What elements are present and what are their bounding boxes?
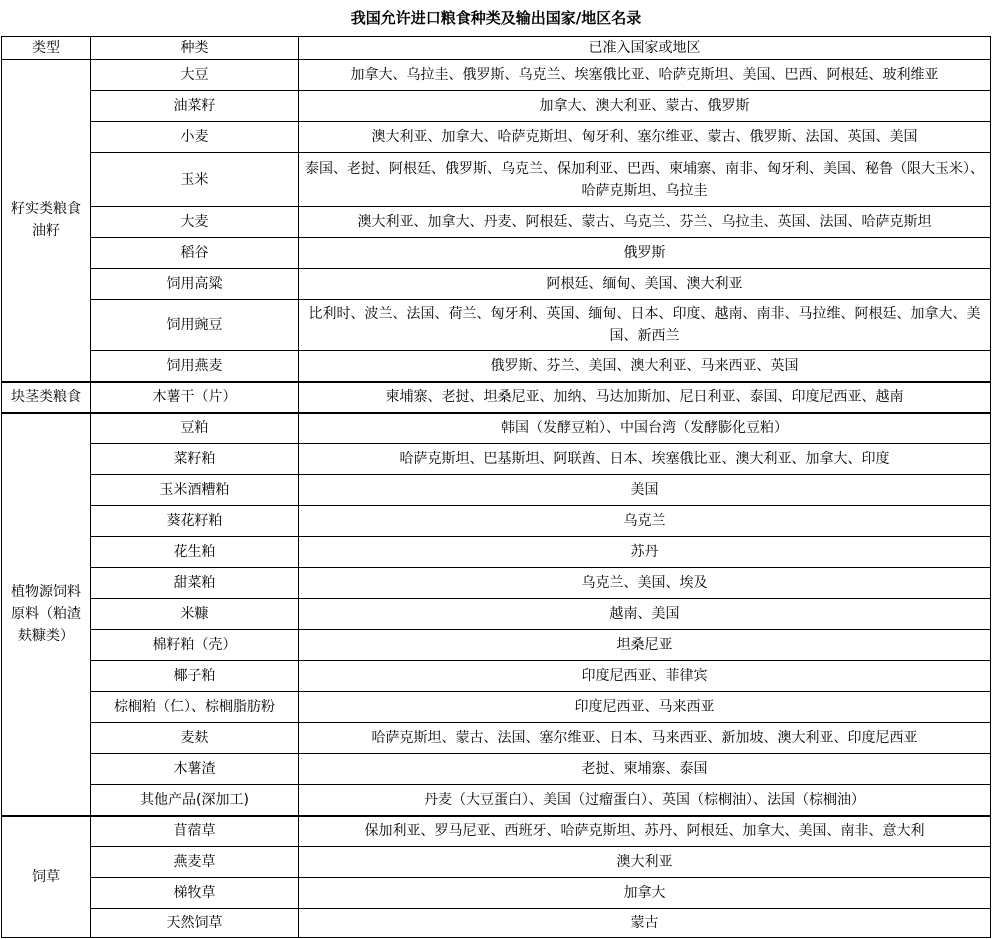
table-row xyxy=(2,207,991,238)
kind-cell: 玉米 xyxy=(91,153,299,207)
kind-cell: 棕榈粕（仁）、棕榈脂肪粉 xyxy=(91,692,299,723)
table-row xyxy=(2,269,991,300)
countries-cell: 坦桑尼亚 xyxy=(299,630,991,661)
category-type-cell: 籽实类粮食油籽 xyxy=(2,60,91,382)
kind-cell: 饲用豌豆 xyxy=(91,300,299,351)
countries-cell: 柬埔寨、老挝、坦桑尼亚、加纳、马达加斯加、尼日利亚、泰国、印度尼西亚、越南 xyxy=(299,382,991,413)
kind-cell: 油菜籽 xyxy=(91,91,299,122)
countries-cell: 比利时、波兰、法国、荷兰、匈牙利、英国、缅甸、日本、印度、越南、南非、马拉维、阿根廷、加拿大、美国、新西兰 xyxy=(299,300,991,351)
table-row xyxy=(2,238,991,269)
kind-cell: 菜籽粕 xyxy=(91,444,299,475)
kind-cell: 饲用燕麦 xyxy=(91,351,299,382)
category-type-cell: 饲草 xyxy=(2,816,91,938)
header-countries: 已准入国家或地区 xyxy=(299,37,991,60)
kind-cell: 苜蓿草 xyxy=(91,816,299,847)
kind-cell: 大豆 xyxy=(91,60,299,91)
countries-cell: 泰国、老挝、阿根廷、俄罗斯、乌克兰、保加利亚、巴西、柬埔寨、南非、匈牙利、美国、秘鲁（限大玉米）、哈萨克斯坦、乌拉圭 xyxy=(299,153,991,207)
table-row xyxy=(2,785,991,816)
table-row xyxy=(2,300,991,351)
kind-cell: 麦麸 xyxy=(91,723,299,754)
countries-cell: 印度尼西亚、马来西亚 xyxy=(299,692,991,723)
countries-cell: 加拿大、澳大利亚、蒙古、俄罗斯 xyxy=(299,91,991,122)
countries-cell: 俄罗斯 xyxy=(299,238,991,269)
kind-cell: 大麦 xyxy=(91,207,299,238)
countries-cell: 加拿大、乌拉圭、俄罗斯、乌克兰、埃塞俄比亚、哈萨克斯坦、美国、巴西、阿根廷、玻利维亚 xyxy=(299,60,991,91)
countries-cell: 澳大利亚、加拿大、丹麦、阿根廷、蒙古、乌克兰、芬兰、乌拉圭、英国、法国、哈萨克斯坦 xyxy=(299,207,991,238)
table-row xyxy=(2,413,991,444)
countries-cell: 乌克兰、美国、埃及 xyxy=(299,568,991,599)
kind-cell: 棉籽粕（壳） xyxy=(91,630,299,661)
countries-cell: 韩国（发酵豆粕）、中国台湾（发酵膨化豆粕） xyxy=(299,413,991,444)
countries-cell: 哈萨克斯坦、蒙古、法国、塞尔维亚、日本、马来西亚、新加坡、澳大利亚、印度尼西亚 xyxy=(299,723,991,754)
table-row xyxy=(2,630,991,661)
countries-cell: 加拿大 xyxy=(299,878,991,909)
table-row xyxy=(2,661,991,692)
countries-cell: 乌克兰 xyxy=(299,506,991,537)
table-row xyxy=(2,909,991,938)
table-row xyxy=(2,816,991,847)
header-row xyxy=(2,37,991,60)
table-row xyxy=(2,599,991,630)
table-row xyxy=(2,91,991,122)
kind-cell: 豆粕 xyxy=(91,413,299,444)
kind-cell: 花生粕 xyxy=(91,537,299,568)
table-row xyxy=(2,537,991,568)
countries-cell: 苏丹 xyxy=(299,537,991,568)
table-row xyxy=(2,351,991,382)
table-row xyxy=(2,568,991,599)
table-row xyxy=(2,122,991,153)
table-row xyxy=(2,153,991,207)
kind-cell: 椰子粕 xyxy=(91,661,299,692)
kind-cell: 饲用高粱 xyxy=(91,269,299,300)
table-row xyxy=(2,723,991,754)
kind-cell: 其他产品(深加工) xyxy=(91,785,299,816)
table-row xyxy=(2,506,991,537)
table-row xyxy=(2,754,991,785)
countries-cell: 哈萨克斯坦、巴基斯坦、阿联酋、日本、埃塞俄比亚、澳大利亚、加拿大、印度 xyxy=(299,444,991,475)
kind-cell: 梯牧草 xyxy=(91,878,299,909)
table-row xyxy=(2,847,991,878)
kind-cell: 玉米酒糟粕 xyxy=(91,475,299,506)
countries-cell: 蒙古 xyxy=(299,909,991,938)
table-row xyxy=(2,60,991,91)
table-row xyxy=(2,382,991,413)
header-kind: 种类 xyxy=(91,37,299,60)
kind-cell: 米糠 xyxy=(91,599,299,630)
page-title: 我国允许进口粮食种类及输出国家/地区名录 xyxy=(350,9,642,27)
table-row xyxy=(2,878,991,909)
category-type-cell: 植物源饲料原料（粕渣麸糠类） xyxy=(2,413,91,816)
grain-import-table xyxy=(1,36,991,938)
countries-cell: 澳大利亚 xyxy=(299,847,991,878)
table-row xyxy=(2,444,991,475)
countries-cell: 丹麦（大豆蛋白）、美国（过瘤蛋白）、英国（棕榈油）、法国（棕榈油） xyxy=(299,785,991,816)
countries-cell: 老挝、柬埔寨、泰国 xyxy=(299,754,991,785)
kind-cell: 木薯干（片） xyxy=(91,382,299,413)
category-type-cell: 块茎类粮食 xyxy=(2,382,91,413)
countries-cell: 阿根廷、缅甸、美国、澳大利亚 xyxy=(299,269,991,300)
table-row xyxy=(2,692,991,723)
countries-cell: 澳大利亚、加拿大、哈萨克斯坦、匈牙利、塞尔维亚、蒙古、俄罗斯、法国、英国、美国 xyxy=(299,122,991,153)
countries-cell: 印度尼西亚、菲律宾 xyxy=(299,661,991,692)
countries-cell: 俄罗斯、芬兰、美国、澳大利亚、马来西亚、英国 xyxy=(299,351,991,382)
kind-cell: 天然饲草 xyxy=(91,909,299,938)
kind-cell: 甜菜粕 xyxy=(91,568,299,599)
countries-cell: 越南、美国 xyxy=(299,599,991,630)
header-type: 类型 xyxy=(2,37,91,60)
countries-cell: 美国 xyxy=(299,475,991,506)
countries-cell: 保加利亚、罗马尼亚、西班牙、哈萨克斯坦、苏丹、阿根廷、加拿大、美国、南非、意大利 xyxy=(299,816,991,847)
kind-cell: 葵花籽粕 xyxy=(91,506,299,537)
kind-cell: 稻谷 xyxy=(91,238,299,269)
kind-cell: 木薯渣 xyxy=(91,754,299,785)
kind-cell: 燕麦草 xyxy=(91,847,299,878)
table-body xyxy=(2,37,991,938)
kind-cell: 小麦 xyxy=(91,122,299,153)
table-row xyxy=(2,475,991,506)
